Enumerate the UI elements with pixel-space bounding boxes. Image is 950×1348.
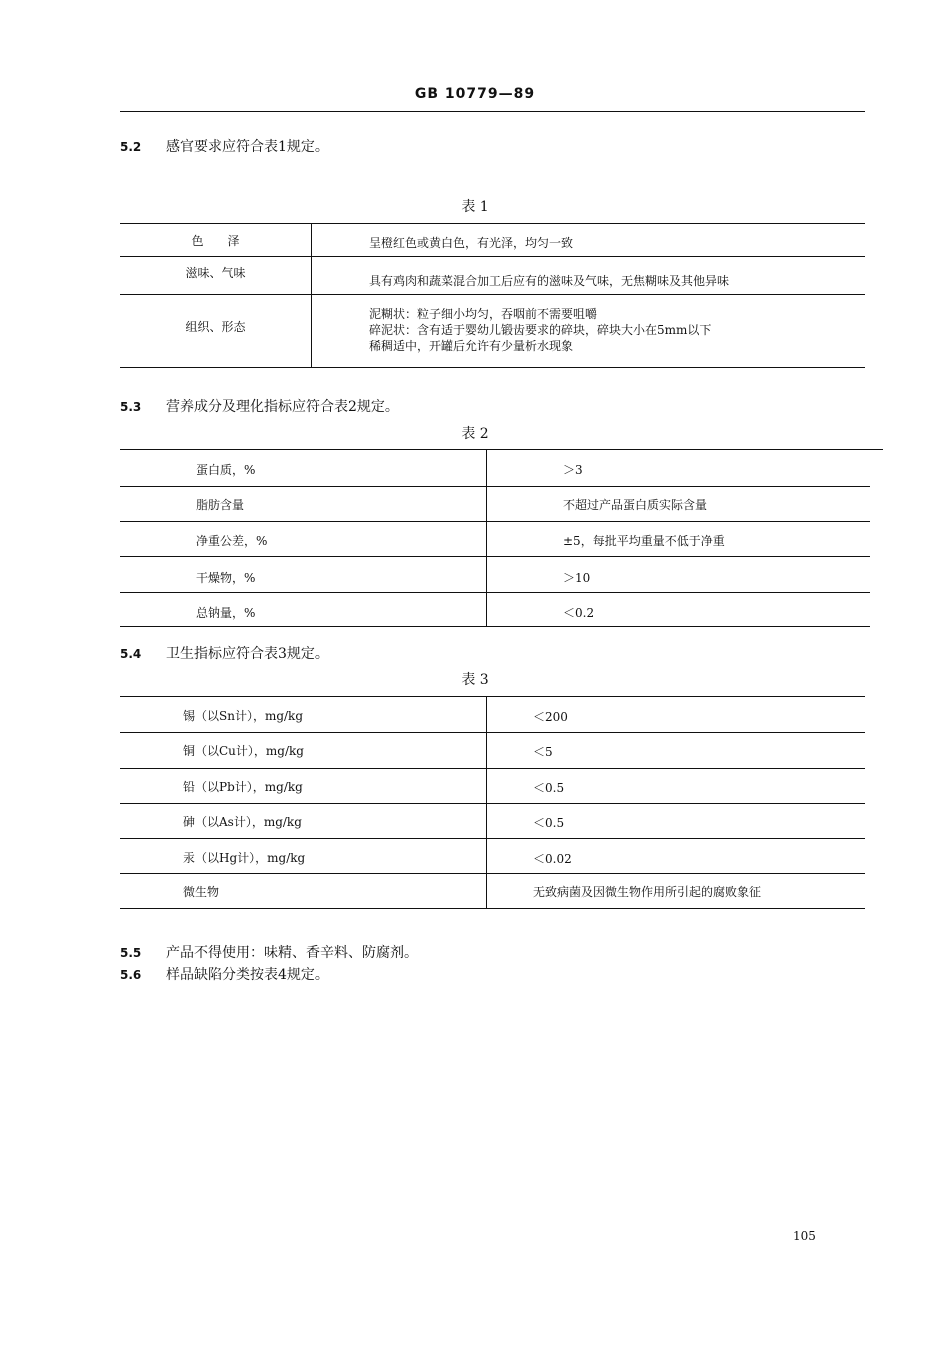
texture-line: 碎泥状：含有适于婴幼儿锻齿要求的碎块，碎块大小在5mm以下 <box>369 323 712 337</box>
table2-value: ＞10 <box>563 571 591 585</box>
table2-value: ±5，每批平均重量不低于净重 <box>563 534 725 548</box>
table2-caption: 表 2 <box>461 426 489 442</box>
section-number: 5.5 <box>120 946 142 960</box>
table1-value-color: 呈橙红色或黄白色，有光泽，均匀一致 <box>369 236 574 250</box>
section-number: 5.6 <box>120 968 142 982</box>
table1-label-color: 色 泽 <box>191 234 240 248</box>
table2-label: 净重公差，% <box>196 534 268 548</box>
table3-caption: 表 3 <box>461 672 489 688</box>
section-number: 5.4 <box>120 647 142 661</box>
table3-label: 汞（以Hg计），mg/kg <box>183 851 306 865</box>
section-text: 产品不得使用：味精、香辛料、防腐剂。 <box>166 945 418 961</box>
table3-value: ＜0.5 <box>533 781 565 795</box>
table3-value: ＜5 <box>533 745 553 759</box>
table2-label: 干燥物，% <box>196 571 256 585</box>
section-5-4 <box>120 643 329 663</box>
section-number: 5.3 <box>120 400 142 414</box>
table3-value: ＜200 <box>533 710 568 724</box>
table2-label: 脂肪含量 <box>196 498 245 512</box>
table3-label: 铅（以Pb计），mg/kg <box>183 780 303 794</box>
table2-label: 总钠量，% <box>196 606 256 620</box>
table1-value-texture <box>369 306 711 354</box>
texture-line: 稀稠适中，开罐后允许有少量析水现象 <box>369 339 574 353</box>
header-rule <box>120 111 865 112</box>
table2-value: ＞3 <box>563 463 583 477</box>
table1-label-texture: 组织、形态 <box>185 320 246 334</box>
document-header: GB 10779—89 <box>414 86 536 102</box>
section-5-3 <box>120 396 399 416</box>
table3-label: 砷（以As计），mg/kg <box>183 815 302 829</box>
section-5-5 <box>120 942 418 962</box>
section-text: 营养成分及理化指标应符合表2规定。 <box>166 399 399 415</box>
page-number: 105 <box>793 1229 816 1243</box>
table1-caption: 表 1 <box>461 199 489 215</box>
section-number: 5.2 <box>120 140 142 154</box>
table3-label: 铜（以Cu计），mg/kg <box>183 744 304 758</box>
table3-value: ＜0.02 <box>533 852 572 866</box>
section-5-6 <box>120 964 329 984</box>
table3-label: 锡（以Sn计），mg/kg <box>183 709 304 723</box>
table2-value: 不超过产品蛋白质实际含量 <box>563 498 708 512</box>
section-text: 样品缺陷分类按表4规定。 <box>166 967 329 983</box>
section-text: 感官要求应符合表1规定。 <box>166 139 329 155</box>
table2-value: ＜0.2 <box>563 606 595 620</box>
table1-label-taste: 滋味、气味 <box>185 266 246 280</box>
table3-value: 无致病菌及因微生物作用所引起的腐败象征 <box>533 885 762 899</box>
section-text: 卫生指标应符合表3规定。 <box>166 646 329 662</box>
texture-line: 泥糊状：粒子细小均匀，吞咽前不需要咀嚼 <box>369 307 598 321</box>
table1-value-taste: 具有鸡肉和蔬菜混合加工后应有的滋味及气味，无焦糊味及其他异味 <box>369 274 730 288</box>
table3-label: 微生物 <box>183 885 220 899</box>
table2-label: 蛋白质，% <box>196 463 256 477</box>
table3-value: ＜0.5 <box>533 816 565 830</box>
section-5-2 <box>120 136 329 156</box>
